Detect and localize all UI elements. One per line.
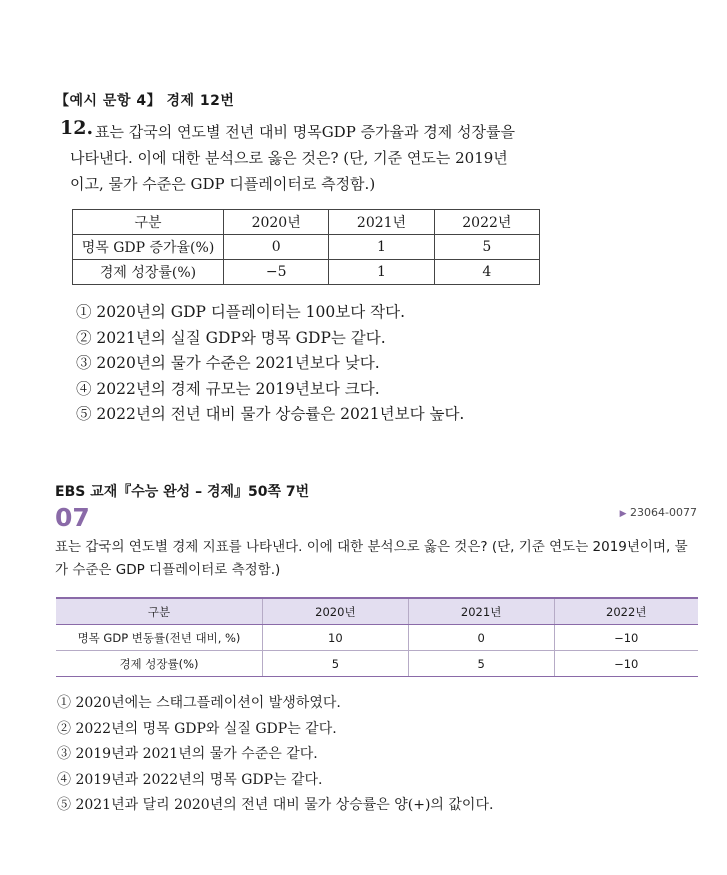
table-cell: 2022년: [434, 210, 539, 235]
answer-option-4[interactable]: ④ 2022년의 경제 규모는 2019년보다 크다.: [76, 379, 380, 398]
table-cell: 2021년: [329, 210, 434, 235]
ebs-header: EBS 교재『수능 완성 – 경제』50쪽 7번: [55, 484, 310, 500]
table-cell: 1: [329, 235, 434, 260]
table-cell: 10: [263, 625, 409, 651]
answer-option-5[interactable]: ⑤ 2022년의 전년 대비 물가 상승률은 2021년보다 높다.: [76, 405, 465, 423]
item-code-text: 23064-0077: [630, 506, 697, 519]
question-12-table: [72, 209, 540, 285]
answer-option-3[interactable]: ③ 2019년과 2021년의 물가 수준은 같다.: [57, 746, 318, 762]
question-12-stem: [70, 119, 560, 197]
table-cell: 구분: [56, 598, 263, 625]
table-cell: 2020년: [224, 210, 329, 235]
table-cell: 5: [408, 651, 554, 677]
stem-line: 가 수준은 GDP 디플레이터로 측정함.): [55, 562, 281, 578]
table-cell: 1: [329, 260, 434, 285]
table-cell: −10: [554, 625, 698, 651]
example-header: 【예시 문항 4】 경제 12번: [55, 93, 235, 109]
question-07-options: [57, 691, 493, 819]
table-cell: 0: [408, 625, 554, 651]
table-cell: −10: [554, 651, 698, 677]
table-row: [56, 651, 698, 677]
answer-option-1[interactable]: ① 2020년에는 스태그플레이션이 발생하였다.: [57, 695, 341, 711]
question-07-number: 07: [55, 503, 90, 532]
table-cell: 2021년: [408, 598, 554, 625]
table-cell: 명목 GDP 변동률(전년 대비, %): [56, 625, 263, 651]
table-cell: 2022년: [554, 598, 698, 625]
table-cell: 5: [263, 651, 409, 677]
table-cell: 명목 GDP 증가율(%): [73, 235, 224, 260]
answer-option-2[interactable]: ② 2022년의 명목 GDP와 실질 GDP는 같다.: [57, 720, 337, 737]
answer-option-5[interactable]: ⑤ 2021년과 달리 2020년의 전년 대비 물가 상승률은 양(+)의 값이다.: [57, 797, 494, 813]
table-cell: 5: [434, 235, 539, 260]
table-cell: 경제 성장률(%): [56, 651, 263, 677]
table-cell: 2020년: [263, 598, 409, 625]
answer-option-4[interactable]: ④ 2019년과 2022년의 명목 GDP는 같다.: [57, 771, 323, 788]
stem-line: 표는 갑국의 연도별 경제 지표를 나타낸다. 이에 대한 분석으로 옳은 것은? (단, 기준 연도는 2019년이며, 물: [55, 539, 688, 555]
table-row: [56, 625, 698, 651]
table-row: [73, 260, 540, 285]
table-cell: 구분: [73, 210, 224, 235]
question-12-options: [76, 300, 464, 428]
table-header-row: [56, 598, 698, 625]
question-07-table: [56, 597, 698, 677]
question-07-stem: [55, 536, 703, 582]
question-12-number: 12.: [60, 117, 94, 139]
table-header-row: [73, 210, 540, 235]
table-cell: 0: [224, 235, 329, 260]
table-cell: 4: [434, 260, 539, 285]
item-code: [620, 506, 697, 519]
table-row: [73, 235, 540, 260]
table-cell: 경제 성장률(%): [73, 260, 224, 285]
table-cell: −5: [224, 260, 329, 285]
answer-option-1[interactable]: ① 2020년의 GDP 디플레이터는 100보다 작다.: [76, 303, 406, 321]
stem-line: 표는 갑국의 연도별 전년 대비 명목GDP 증가율과 경제 성장률을: [95, 123, 516, 141]
triangle-icon: ▶: [619, 509, 627, 519]
answer-option-3[interactable]: ③ 2020년의 물가 수준은 2021년보다 낮다.: [76, 354, 380, 372]
answer-option-2[interactable]: ② 2021년의 실질 GDP와 명목 GDP는 같다.: [76, 328, 386, 347]
stem-line: 나타낸다. 이에 대한 분석으로 옳은 것은? (단, 기준 연도는 2019년: [70, 149, 508, 167]
stem-line: 이고, 물가 수준은 GDP 디플레이터로 측정함.): [70, 175, 376, 193]
